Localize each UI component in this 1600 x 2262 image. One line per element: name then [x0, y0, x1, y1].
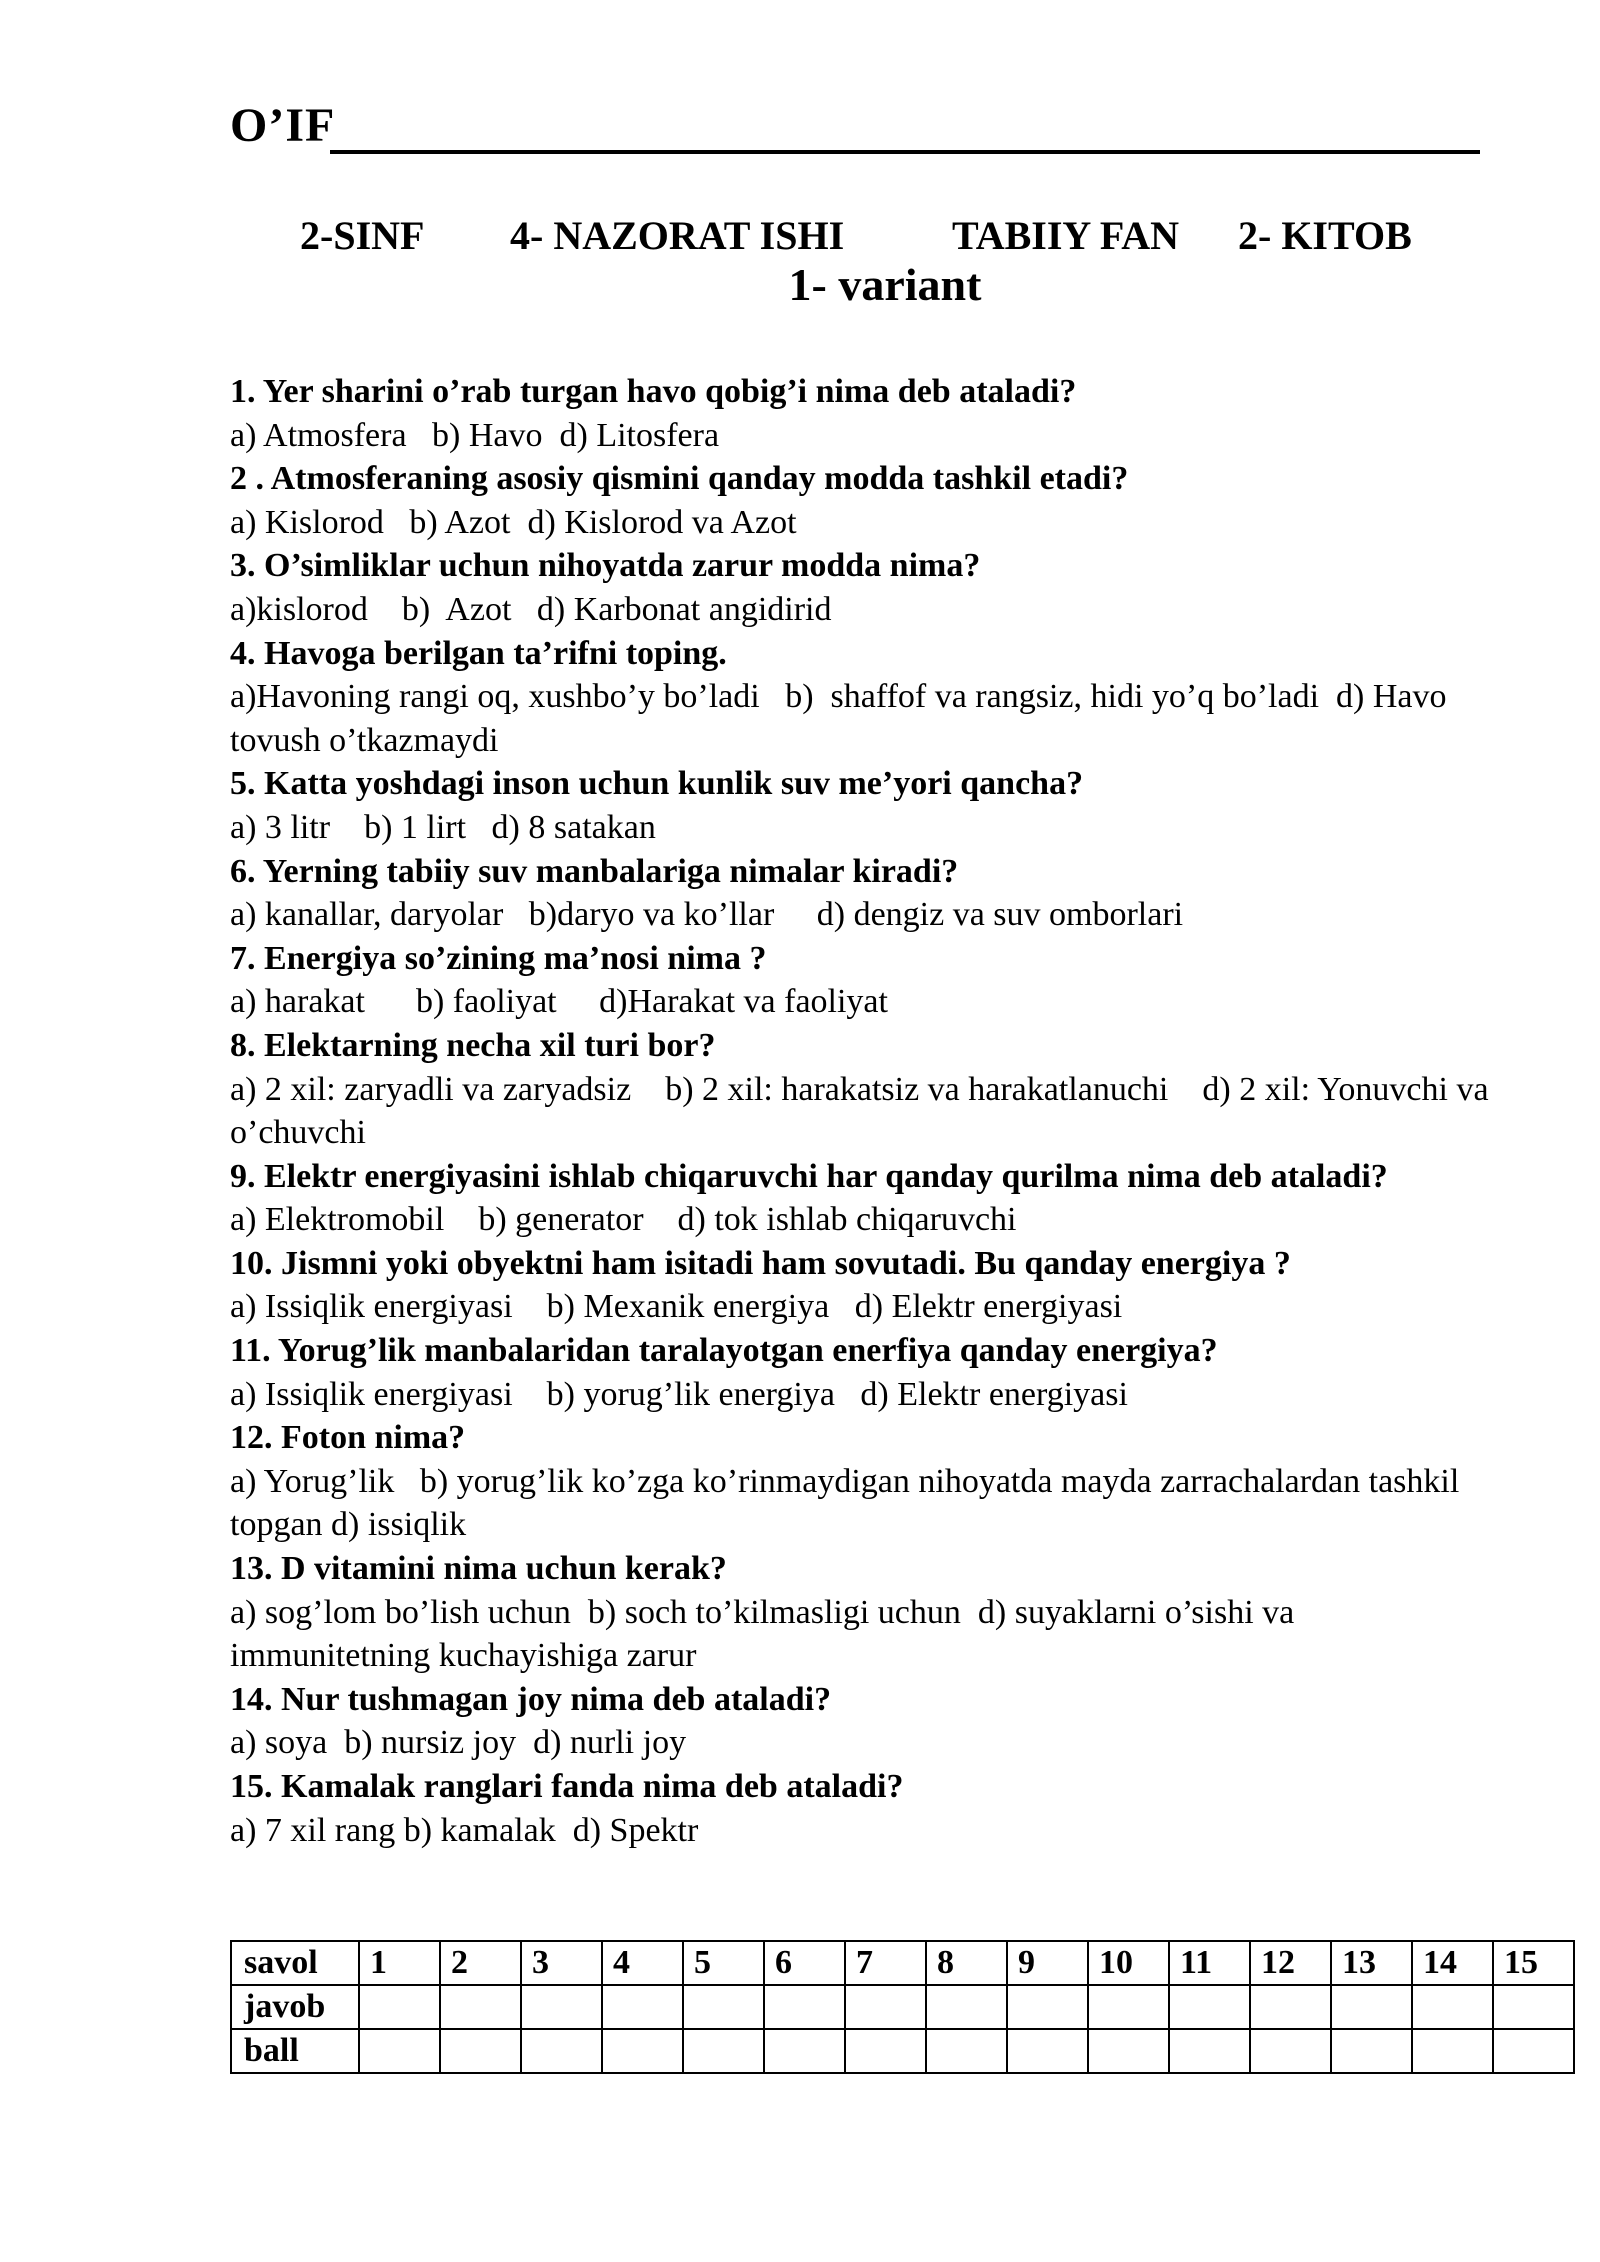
- question-item: [230, 544, 1500, 631]
- book-label: 2- KITOB: [1238, 213, 1412, 258]
- question-item: [230, 1547, 1500, 1678]
- score-cell[interactable]: [440, 2029, 521, 2073]
- question-text: 15. Kamalak ranglari fanda nima deb ataladi?: [230, 1768, 904, 1805]
- column-header: 8: [926, 1941, 1007, 1985]
- answer-cell[interactable]: [764, 1985, 845, 2029]
- answer-cell[interactable]: [521, 1985, 602, 2029]
- answer-cell[interactable]: [602, 1985, 683, 2029]
- question-options: a) 2 xil: zaryadli va zaryadsiz b) 2 xil: harakatsiz va harakatlanuchi d) 2 xil: Yonuvchi va o’chuvchi: [230, 1070, 1498, 1152]
- question-text: 8. Elektarning necha xil turi bor?: [230, 1026, 716, 1064]
- question-options: a) Atmosfera b) Havo d) Litosfera: [230, 416, 720, 454]
- question-item: [230, 1416, 1500, 1547]
- question-item: [230, 937, 1500, 1024]
- question-options: a) 7 xil rang b) kamalak d) Spektr: [230, 1811, 699, 1849]
- question-item: [230, 1024, 1500, 1155]
- question-options: a) soya b) nursiz joy d) nurli joy: [230, 1724, 687, 1762]
- score-cell[interactable]: [926, 2029, 1007, 2073]
- subject-label: TABIIY FAN: [952, 213, 1180, 258]
- question-item: [230, 762, 1500, 849]
- question-options: a)Havoning rangi oq, xushbo’y bo’ladi b) shaffof va rangsiz, hidi yo’q bo’ladi d) Havo tovush o’tkazmaydi: [230, 678, 1455, 759]
- score-cell[interactable]: [1250, 2029, 1331, 2073]
- score-cell[interactable]: [521, 2029, 602, 2073]
- question-item: [230, 850, 1500, 937]
- test-header: [0, 212, 1600, 262]
- question-item: [230, 1329, 1500, 1416]
- answer-cell[interactable]: [1412, 1985, 1493, 2029]
- question-options: a) sog’lom bo’lish uchun b) soch to’kilmasligi uchun d) suyaklarni o’sishi va immunitetning kuchayishiga zarur: [230, 1593, 1303, 1675]
- question-item: [230, 1678, 1500, 1765]
- answer-cell[interactable]: [1250, 1985, 1331, 2029]
- question-text: 4. Havoga berilgan ta’rifni toping.: [230, 634, 727, 672]
- question-text: 5. Katta yoshdagi inson uchun kunlik suv me’yori qancha?: [230, 765, 1084, 803]
- column-header: 5: [683, 1941, 764, 1985]
- score-cell[interactable]: [1331, 2029, 1412, 2073]
- answer-table: [230, 1940, 1575, 2074]
- question-options: a) Issiqlik energiyasi b) yorug’lik energiya d) Elektr energiyasi: [230, 1375, 1128, 1413]
- question-text: 11. Yorug’lik manbalaridan taralayotgan enerfiya qanday energiya?: [230, 1332, 1218, 1370]
- row-label-javob: javob: [231, 1985, 359, 2029]
- table-row-ball: [231, 2029, 1574, 2073]
- row-label-savol: savol: [231, 1941, 359, 1985]
- question-item: [230, 457, 1500, 544]
- question-options: a) Elektromobil b) generator d) tok ishlab chiqaruvchi: [230, 1201, 1017, 1239]
- column-header: 7: [845, 1941, 926, 1985]
- table-row-savol: [231, 1941, 1574, 1985]
- question-text: 12. Foton nima?: [230, 1419, 466, 1457]
- answer-cell[interactable]: [926, 1985, 1007, 2029]
- variant-title: 1- variant: [788, 259, 982, 310]
- row-label-ball: ball: [231, 2029, 359, 2073]
- column-header: 1: [359, 1941, 440, 1985]
- answer-cell[interactable]: [440, 1985, 521, 2029]
- answer-cell[interactable]: [1169, 1985, 1250, 2029]
- answer-cell[interactable]: [1007, 1985, 1088, 2029]
- question-item: [230, 1242, 1500, 1329]
- score-cell[interactable]: [1412, 2029, 1493, 2073]
- column-header: 12: [1250, 1941, 1331, 1985]
- score-cell[interactable]: [1007, 2029, 1088, 2073]
- answer-cell[interactable]: [1493, 1985, 1574, 2029]
- question-text: 1. Yer sharini o’rab turgan havo qobig’i nima deb ataladi?: [230, 373, 1077, 410]
- question-options: a)kislorod b) Azot d) Karbonat angidirid: [230, 590, 832, 628]
- question-text: 6. Yerning tabiiy suv manbalariga nimalar kiradi?: [230, 852, 959, 890]
- question-text: 7. Energiya so’zining ma’nosi nima ?: [230, 939, 767, 977]
- column-header: 13: [1331, 1941, 1412, 1985]
- question-options: a) harakat b) faoliyat d)Harakat va faoliyat: [230, 983, 888, 1021]
- question-text: 13. D vitamini nima uchun kerak?: [230, 1550, 727, 1588]
- question-text: 3. O’simliklar uchun nihoyatda zarur modda nima?: [230, 547, 981, 585]
- column-header: 11: [1169, 1941, 1250, 1985]
- column-header: 9: [1007, 1941, 1088, 1985]
- question-text: 10. Jismni yoki obyektni ham isitadi ham sovutadi. Bu qanday energiya ?: [230, 1244, 1291, 1282]
- question-text: 9. Elektr energiyasini ishlab chiqaruvchi har qanday qurilma nima deb ataladi?: [230, 1157, 1388, 1195]
- question-text: 14. Nur tushmagan joy nima deb ataladi?: [230, 1680, 832, 1718]
- score-cell[interactable]: [845, 2029, 926, 2073]
- answer-cell[interactable]: [1331, 1985, 1412, 2029]
- score-cell[interactable]: [683, 2029, 764, 2073]
- question-options: a) kanallar, daryolar b)daryo va ko’llar d) dengiz va suv omborlari: [230, 896, 1184, 934]
- column-header: 2: [440, 1941, 521, 1985]
- column-header: 4: [602, 1941, 683, 1985]
- column-header: 14: [1412, 1941, 1493, 1985]
- score-cell[interactable]: [359, 2029, 440, 2073]
- question-options: a) Yorug’lik b) yorug’lik ko’zga ko’rinmaydigan nihoyatda mayda zarrachalardan tashkil topgan d) issiqlik: [230, 1462, 1468, 1544]
- question-item: [230, 632, 1500, 763]
- column-header: 6: [764, 1941, 845, 1985]
- answer-cell[interactable]: [1088, 1985, 1169, 2029]
- question-options: a) 3 litr b) 1 lirt d) 8 satakan: [230, 808, 656, 846]
- question-item: [230, 1765, 1500, 1852]
- score-cell[interactable]: [764, 2029, 845, 2073]
- name-blank-line: [330, 150, 1480, 154]
- column-header: 15: [1493, 1941, 1574, 1985]
- question-options: a) Kislorod b) Azot d) Kislorod va Azot: [230, 503, 797, 541]
- column-header: 3: [521, 1941, 602, 1985]
- question-options: a) Issiqlik energiyasi b) Mexanik energiya d) Elektr energiyasi: [230, 1288, 1123, 1326]
- question-list: [230, 370, 1500, 1852]
- column-header: 10: [1088, 1941, 1169, 1985]
- score-cell[interactable]: [1169, 2029, 1250, 2073]
- question-item: [230, 370, 1500, 457]
- score-cell[interactable]: [1493, 2029, 1574, 2073]
- oif-label: O’IF: [230, 99, 336, 152]
- question-item: [230, 1155, 1500, 1242]
- table-row-javob: [231, 1985, 1574, 2029]
- score-cell[interactable]: [1088, 2029, 1169, 2073]
- answer-cell[interactable]: [359, 1985, 440, 2029]
- question-text: 2 . Atmosferaning asosiy qismini qanday modda tashkil etadi?: [230, 460, 1129, 498]
- answer-cell[interactable]: [683, 1985, 764, 2029]
- test-label: 4- NAZORAT ISHI: [510, 213, 845, 258]
- class-label: 2-SINF: [300, 213, 425, 258]
- score-cell[interactable]: [602, 2029, 683, 2073]
- answer-cell[interactable]: [845, 1985, 926, 2029]
